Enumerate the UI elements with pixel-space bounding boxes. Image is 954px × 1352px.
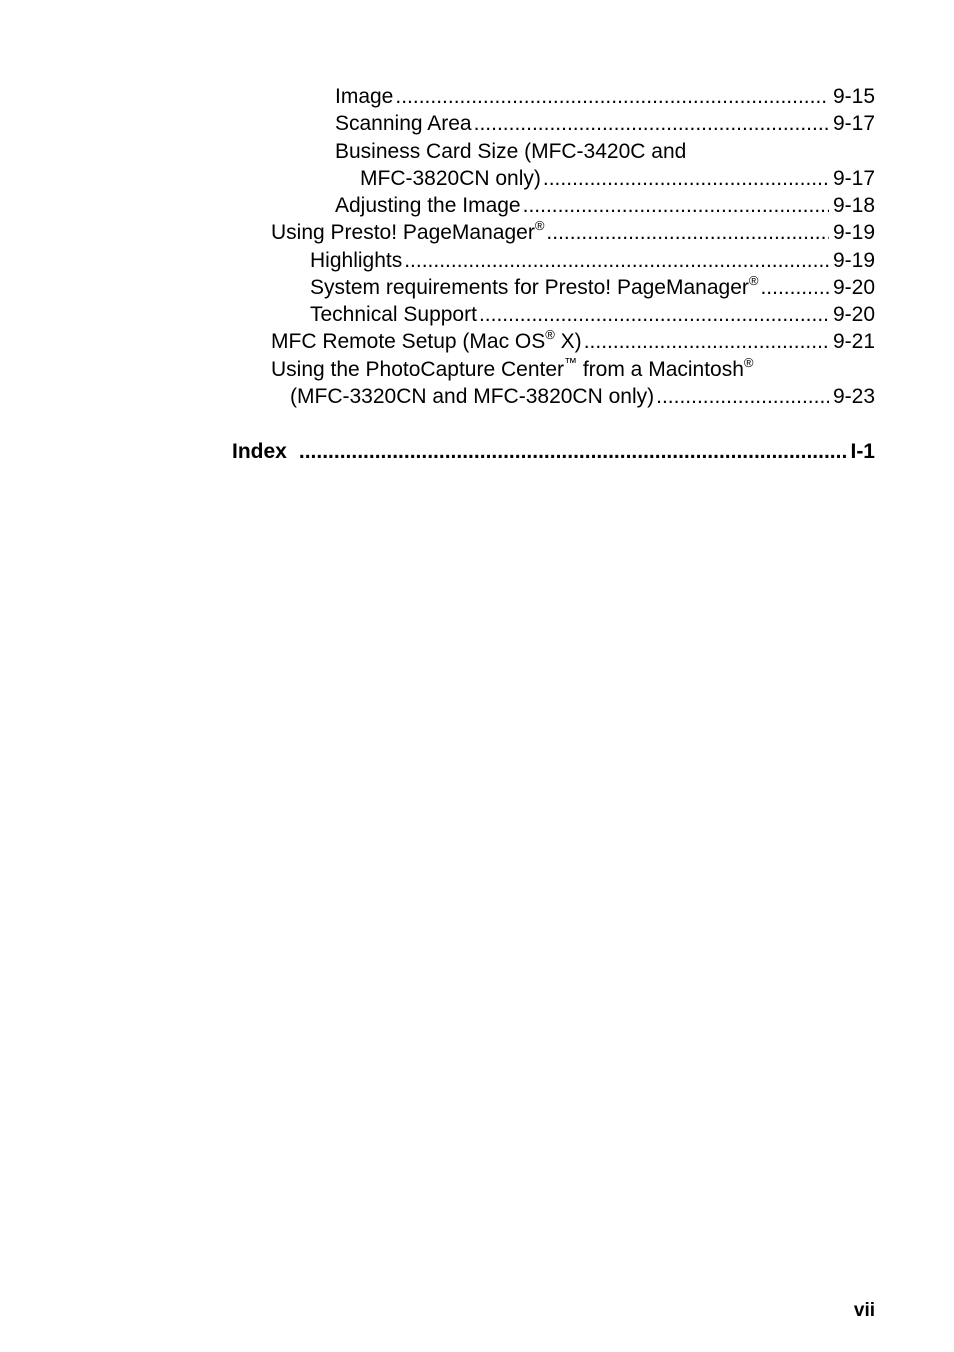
toc-entry-page: 9-18 <box>832 194 875 217</box>
toc-entry-business-card-line1: Business Card Size (MFC-3420C and <box>335 140 687 163</box>
dot-leader <box>543 165 829 192</box>
toc-entry-page: 9-17 <box>832 167 875 190</box>
toc-entry-highlights[interactable] <box>310 247 875 274</box>
toc-entry-photocapture[interactable] <box>290 383 875 410</box>
dot-leader <box>479 301 829 328</box>
dot-leader <box>299 438 847 465</box>
toc-entry-page: 9-19 <box>832 249 875 272</box>
toc-entry-scanning-area[interactable] <box>335 110 875 137</box>
toc-entry-remote-setup[interactable] <box>271 328 875 355</box>
toc-entry-title: MFC Remote Setup (Mac OS® X) <box>271 327 582 353</box>
toc-entry-page: 9-17 <box>832 112 875 135</box>
toc-entry-adjusting-image[interactable] <box>335 192 875 219</box>
toc-entry-index[interactable] <box>232 438 875 465</box>
toc-entry-title: Highlights <box>310 249 403 272</box>
toc-entry-image[interactable] <box>335 83 875 110</box>
toc-entry-title: System requirements for Presto! PageManager® <box>310 273 759 299</box>
toc-entry-presto-pagemanager[interactable] <box>271 219 875 246</box>
toc-entry-photocapture-line1: Using the PhotoCapture Center™ from a Macintosh® <box>271 355 754 381</box>
toc-entry-page: 9-23 <box>832 385 875 408</box>
toc-entry-title: MFC-3820CN only) <box>360 167 541 190</box>
toc-entry-page: 9-21 <box>832 330 875 353</box>
dot-leader <box>546 219 829 246</box>
registered-mark: ® <box>534 218 545 233</box>
toc-entry-technical-support[interactable] <box>310 301 875 328</box>
trademark-mark: ™ <box>564 355 578 370</box>
toc-entry-page: 9-20 <box>832 276 875 299</box>
dot-leader <box>523 192 829 219</box>
toc-entry-title: Image <box>335 85 394 108</box>
dot-leader <box>760 274 829 301</box>
toc-entry-system-requirements[interactable] <box>310 274 875 301</box>
dot-leader <box>584 328 829 355</box>
registered-mark: ® <box>748 273 759 288</box>
toc-entry-title: Scanning Area <box>335 112 472 135</box>
registered-mark: ® <box>545 327 555 342</box>
registered-mark: ® <box>743 355 754 370</box>
toc-entry-page: I-1 <box>850 440 875 463</box>
page-number: vii <box>853 1300 875 1321</box>
toc-entry-page: 9-20 <box>832 303 875 326</box>
dot-leader <box>474 110 829 137</box>
toc-entry-title: (MFC-3320CN and MFC-3820CN only) <box>290 385 655 408</box>
toc-entry-title: Adjusting the Image <box>335 194 521 217</box>
dot-leader <box>656 383 829 410</box>
dot-leader <box>395 83 829 110</box>
toc-entry-title: Index <box>232 440 287 463</box>
toc-entry-page: 9-15 <box>832 85 875 108</box>
toc-entry-business-card[interactable] <box>360 165 875 192</box>
toc-entry-title: Using Presto! PageManager® <box>271 218 545 244</box>
toc-entry-title: Technical Support <box>310 303 477 326</box>
toc-entry-page: 9-19 <box>832 221 875 244</box>
dot-leader <box>404 247 829 274</box>
